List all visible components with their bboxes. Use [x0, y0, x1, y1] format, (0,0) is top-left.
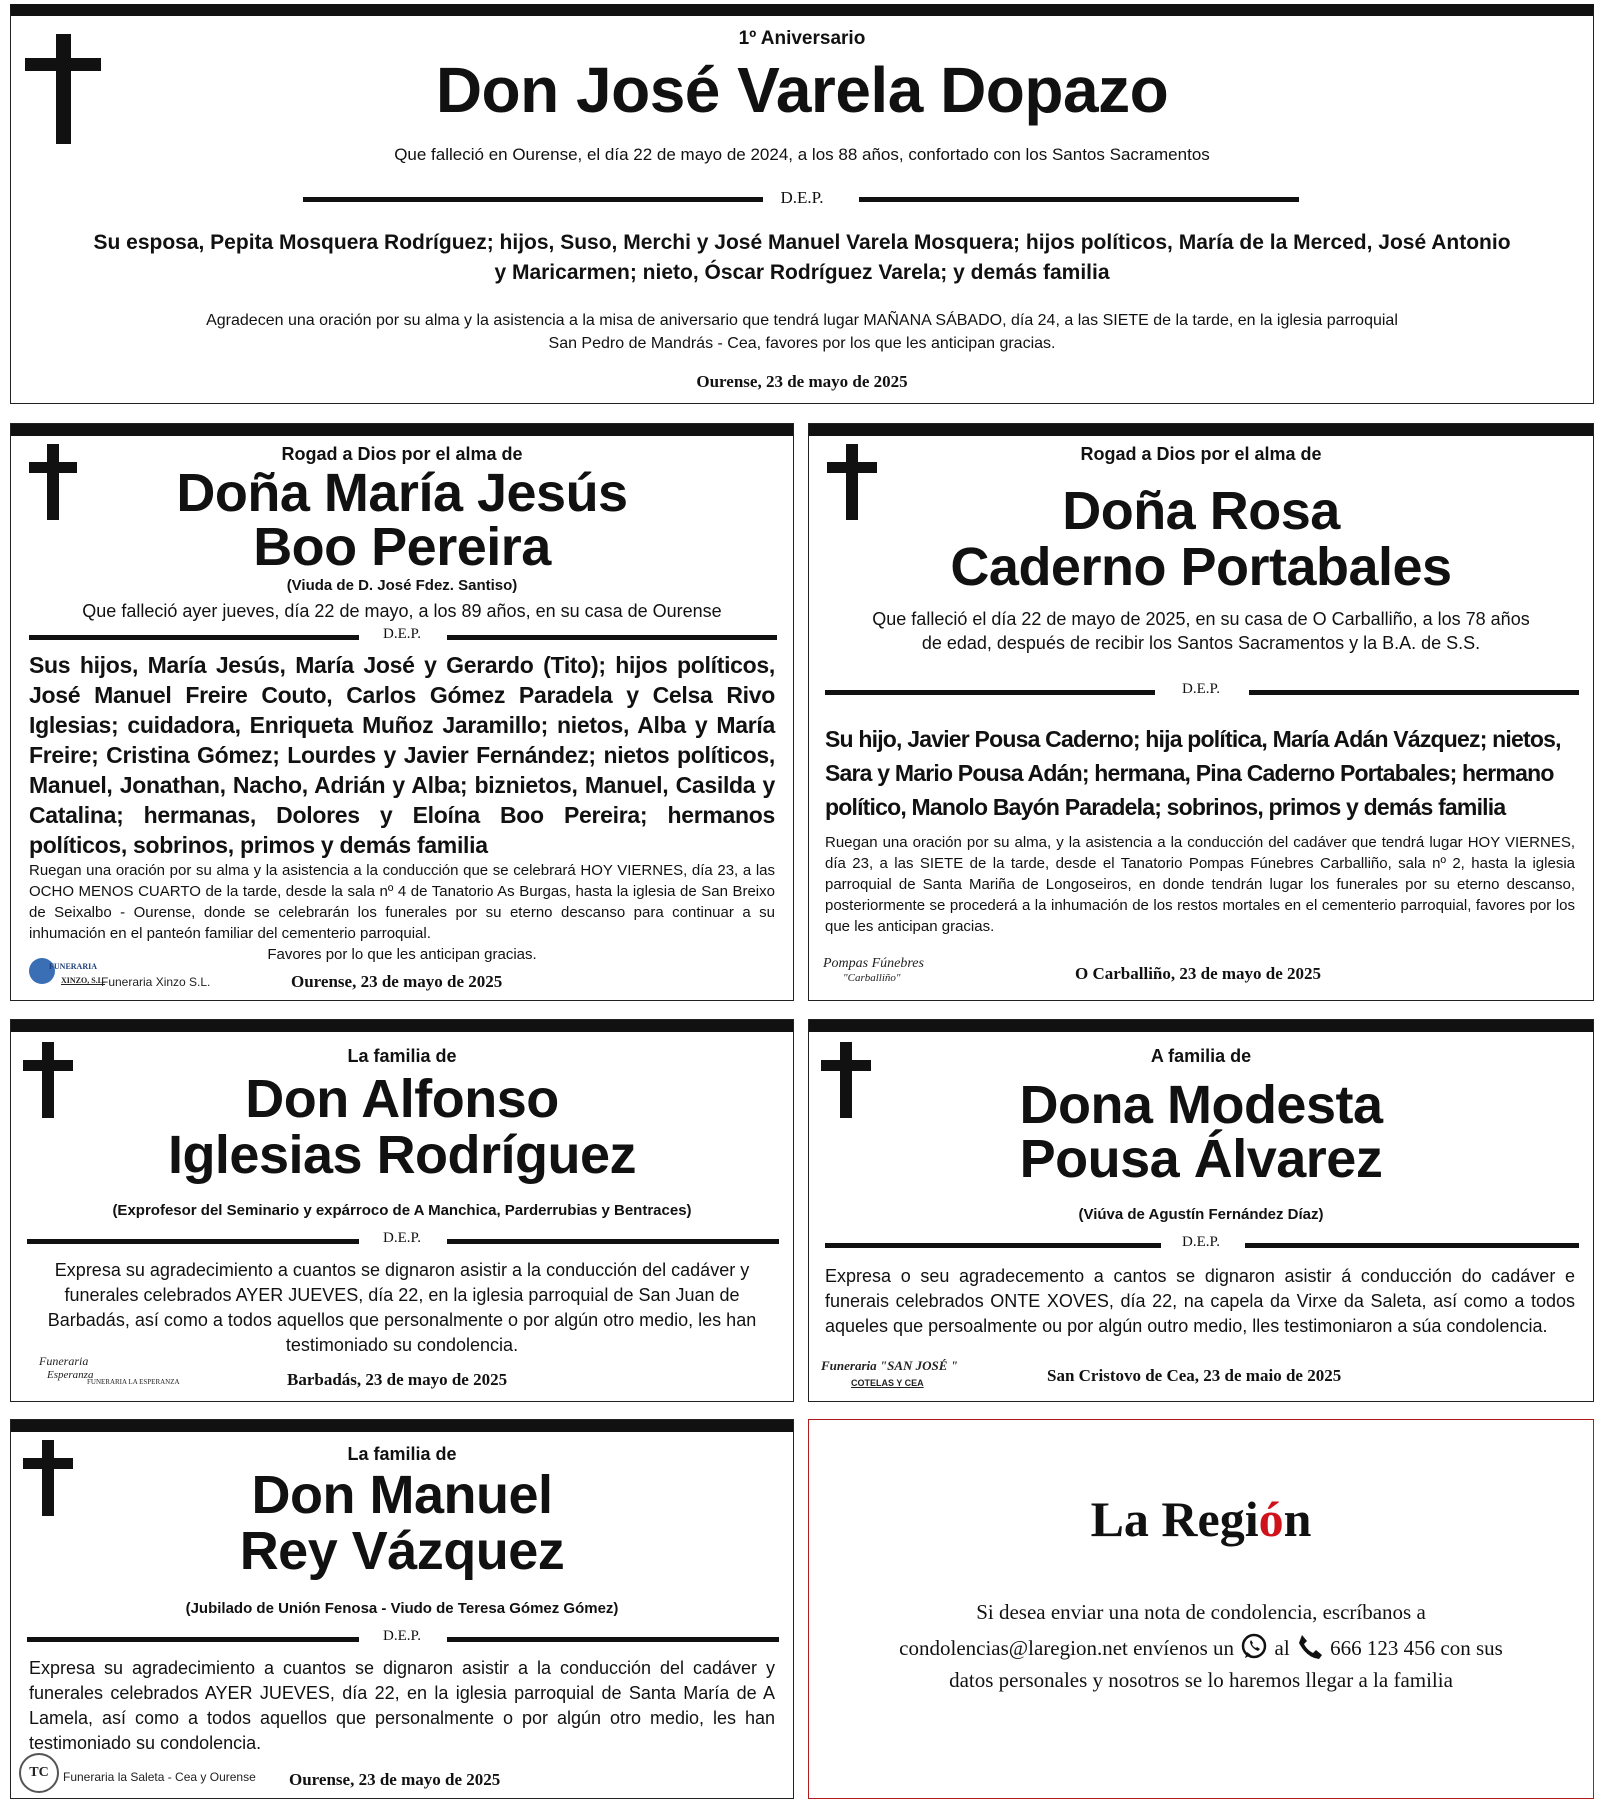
dep-divider	[809, 1234, 1593, 1256]
occupation-note: (Exprofesor del Seminario y expárroco de A Manchica, Parderrubias y Bentraces)	[112, 1202, 692, 1219]
deceased-name-line-1: Doña Rosa	[1062, 481, 1340, 541]
anniversary-label: 1º Aniversario	[738, 28, 866, 49]
header-label: Rogad a Dios por el alma de	[1080, 444, 1322, 464]
dep-divider	[809, 681, 1593, 703]
thanks-text: Expresa su agradecimiento a cuantos se dignaron asistir a la conducción del cadáver y funerales celebrados AYER JUEVES, día 22, en la iglesia parroquial de Santa María de A Lamela, así como a todos aquellos que personalmente o por algún otro medio, les han testimoniado su condolencia.	[29, 1658, 775, 1753]
widow-of: (Viúva de Agustín Fernández Díaz)	[1078, 1206, 1324, 1223]
family-list: Sus hijos, María Jesús, María José y Gerardo (Tito); hijos políticos, José Manuel Freire Couto, Carlos Gómez Paradela y Celsa Rivo Iglesias; cuidadora, Enriqueta Muñoz Jaramillo; nietos, Alba y María Freire; Cristina Gómez; Lourdes y Javier Fernández; nietos políticos, Manuel, Jonathan, Nacho, Adrián y Alba; biznietos, Manuel, Casilda y Catalina; hermanas, Dolores y Eloína Boo Pereira; hermanos políticos, sobrinos, primos y demás familia	[29, 652, 775, 858]
death-details-line-1: Que falleció el día 22 de mayo de 2025, en su casa de O Carballiño, a los 78 años	[872, 609, 1530, 629]
dep-label: D.E.P.	[780, 188, 824, 207]
widow-of: (Viuda de D. José Fdez. Santiso)	[286, 577, 518, 594]
occupation-note: (Jubilado de Unión Fenosa - Viudo de Teresa Gómez Gómez)	[185, 1600, 619, 1617]
funeral-home-name: FUNERARIA LA ESPERANZA	[87, 1378, 180, 1386]
request-line-2: San Pedro de Mandrás - Cea, favores por los que les anticipan gracias.	[548, 335, 1056, 352]
header-label: La familia de	[347, 1444, 457, 1464]
funeral-home-name: Funeraria Xinzo S.L.	[101, 975, 211, 989]
notice-boo-pereira	[10, 423, 794, 1001]
phone-icon[interactable]	[1295, 1632, 1325, 1668]
thanks-text: Expresa o seu agradecemento a cantos se dignaron asistir á conducción do cadáver e funerais celebrados ONTE XOVES, día 22, na capela da Virxe da Saleta, así como a todos aqueles que persoalmente ou por algún outro medio, lles testimoniaron a súa condolencia.	[825, 1266, 1575, 1336]
deceased-name-line-1: Don Alfonso	[245, 1069, 559, 1129]
request-text: Ruegan una oración por su alma, y la asistencia a la conducción del cadáver que tendrá lugar HOY VIERNES, día 23, a las SIETE de la tarde, desde el Tanatorio Pompas Fúnebres Carballiño, sala nº 2, hasta la iglesia parroquial de Santa Mariña de Longoseiros, en donde tendrán lugar los funerales por su eterno descanso, posteriormente se procederá a la inhumación de los restos mortales en el cementerio parroquial, favores por los que les anticipan gracias.	[825, 834, 1575, 935]
deceased-name: Don José Varela Dopazo	[435, 54, 1169, 126]
deceased-name-line-2: Iglesias Rodríguez	[167, 1125, 637, 1185]
family-list: Su hijo, Javier Pousa Caderno; hija política, María Adán Vázquez; nietos, Sara y Mario Pousa Adán; hermana, Pina Caderno Portabales; hermano político, Manolo Bayón Paradela; sobrinos, primos y demás familia	[825, 726, 1561, 820]
email-link[interactable]: condolencias@laregion.net envíenos un	[899, 1635, 1234, 1660]
notice-caderno-portabales	[808, 423, 1594, 1001]
notice-date: San Cristovo de Cea, 23 de maio de 2025	[1047, 1366, 1342, 1385]
funeral-home-logo: FUNERARIA XINZO, S.L.	[29, 956, 109, 992]
promo-line-2	[809, 1632, 1593, 1668]
funeral-home-logo: Funeraria "SAN JOSÉ " COTELAS Y CEA	[821, 1358, 958, 1388]
dep-divider	[11, 1230, 793, 1252]
header-label: La familia de	[347, 1046, 457, 1066]
dep-label: D.E.P.	[383, 626, 421, 642]
deceased-name-line-1: Doña María Jesús	[176, 463, 628, 523]
deceased-name-line-2: Caderno Portabales	[950, 537, 1452, 597]
phone-number[interactable]: 666 123 456 con sus	[1330, 1635, 1503, 1660]
dep-divider	[11, 626, 793, 648]
notice-varela	[10, 4, 1594, 404]
header-label: A familia de	[1150, 1046, 1252, 1066]
notice-pousa-alvarez	[808, 1019, 1594, 1402]
dep-divider	[11, 1628, 793, 1650]
deceased-name-line-2: Rey Vázquez	[239, 1521, 565, 1581]
deceased-name-line-1: Don Manuel	[251, 1465, 553, 1525]
funeral-home-logo: Funeraria Esperanza	[39, 1354, 94, 1381]
dep-label: D.E.P.	[383, 1230, 421, 1246]
notice-date: Ourense, 23 de mayo de 2025	[289, 1770, 501, 1789]
deceased-name-line-2: Pousa Álvarez	[1019, 1129, 1383, 1189]
family-list-line-1: Su esposa, Pepita Mosquera Rodríguez; hijos, Suso, Merchi y José Manuel Varela Mosquera; hijos políticos, María de la Merced, José Antonio	[93, 231, 1511, 254]
thanks-text: Favores por lo que les anticipan gracias.	[267, 946, 537, 963]
header-label: Rogad a Dios por el alma de	[281, 444, 523, 464]
notice-rey-vazquez	[10, 1419, 794, 1799]
dep-label: D.E.P.	[1182, 681, 1220, 697]
death-details: Que falleció en Ourense, el día 22 de mayo de 2024, a los 88 años, confortado con los Santos Sacramentos	[394, 145, 1210, 164]
whatsapp-icon[interactable]	[1239, 1632, 1269, 1668]
al-text: al	[1274, 1635, 1290, 1660]
promo-line-3: datos personales y nosotros se lo haremos llegar a la familia	[949, 1668, 1453, 1692]
funeral-home-logo: Pompas Fúnebres "Carballiño"	[823, 956, 924, 984]
la-region-condolence-box	[808, 1419, 1594, 1799]
request-text: Ruegan una oración por su alma y la asistencia a la conducción que se celebrará HOY VIERNES, día 23, a las OCHO MENOS CUARTO de la tarde, desde la sala nº 4 de Tanatorio As Burgas, hasta la iglesia de San Breixo de Seixalbo - Ourense, donde se celebrarán los funerales por su eterno descanso para continuar a su inhumación en el panteón familiar del cementerio parroquial.	[29, 862, 775, 942]
funeral-home-name: Funeraria la Saleta - Cea y Ourense	[63, 1770, 256, 1784]
dep-divider	[11, 188, 1593, 210]
notice-iglesias-rodriguez	[10, 1019, 794, 1402]
la-region-logo: La Región	[1090, 1491, 1312, 1547]
deceased-name-line-2: Boo Pereira	[253, 517, 551, 577]
notice-date: Ourense, 23 de mayo de 2025	[696, 372, 908, 391]
funeral-home-logo: TC	[19, 1753, 59, 1793]
family-list-line-2: y Maricarmen; nieto, Óscar Rodríguez Varela; y demás familia	[494, 261, 1110, 284]
notice-date: Barbadás, 23 de mayo de 2025	[287, 1370, 508, 1389]
notice-date: O Carballiño, 23 de mayo de 2025	[1075, 964, 1322, 983]
death-details-line-2: de edad, después de recibir los Santos Sacramentos y la B.A. de S.S.	[921, 633, 1481, 653]
dep-label: D.E.P.	[383, 1628, 421, 1644]
promo-line-1: Si desea enviar una nota de condolencia, escríbanos a	[976, 1600, 1426, 1624]
thanks-text: Expresa su agradecimiento a cuantos se dignaron asistir a la conducción del cadáver y funerales celebrados AYER JUEVES, día 22, en la iglesia parroquial de San Juan de Barbadás, así como a todos aquellos que personalmente o por algún otro medio, les han testimoniado su condolencia.	[47, 1260, 757, 1355]
dep-label: D.E.P.	[1182, 1234, 1220, 1250]
request-line-1: Agradecen una oración por su alma y la asistencia a la misa de aniversario que tendrá lugar MAÑANA SÁBADO, día 24, a las SIETE de la tarde, en la iglesia parroquial	[206, 312, 1398, 329]
deceased-name-line-1: Dona Modesta	[1019, 1075, 1383, 1135]
death-details: Que falleció ayer jueves, día 22 de mayo, a los 89 años, en su casa de Ourense	[82, 601, 722, 621]
notice-date: Ourense, 23 de mayo de 2025	[291, 972, 503, 991]
